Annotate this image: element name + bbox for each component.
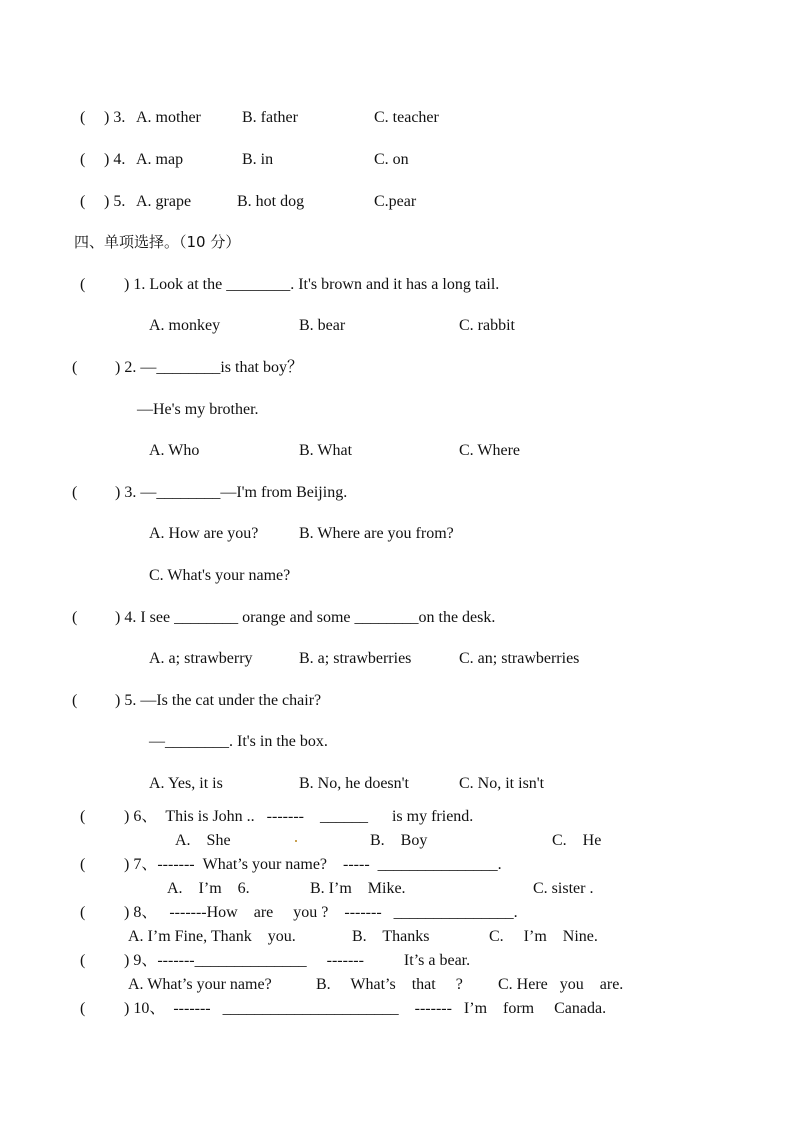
q4-6-paren: ( (80, 808, 86, 825)
q4-5-paren: ( (72, 692, 78, 709)
q3-5-option-c: C.pear (374, 193, 417, 210)
q3-3-option-b: B. father (242, 109, 298, 126)
q4-2-stem: ) 2. —________is that boy？ (115, 359, 303, 376)
q4-1-option-a: A. monkey (149, 317, 221, 334)
q4-8-paren: ( (80, 904, 86, 921)
q4-2-paren: ( (72, 359, 78, 376)
q4-8-option-b: B. Thanks (352, 928, 430, 945)
q4-8-option-a: A. I’m Fine, Thank you. (128, 928, 296, 945)
q4-3-option-a: A. How are you? (149, 525, 259, 542)
q4-7-paren: ( (80, 856, 86, 873)
q4-9-paren: ( (80, 952, 86, 969)
q3-5-paren: ( (80, 193, 86, 210)
q4-7-option-a: A. I’m 6. (167, 880, 250, 897)
q3-4-option-a: A. map (136, 151, 184, 168)
q4-9-stem: ) 9、-------______________ ------- It’s a bear. (124, 952, 471, 969)
q3-4-paren: ( (80, 151, 86, 168)
q4-3-paren: ( (72, 484, 78, 501)
q3-3-paren: ( (80, 109, 86, 126)
q4-3-option-b: B. Where are you from? (299, 525, 454, 542)
q4-4-stem: ) 4. I see ________ orange and some ________on the desk. (115, 609, 496, 626)
q4-8-option-c: C. I’m Nine. (489, 928, 598, 945)
q4-7-stem: ) 7、------- What’s your name? ----- _______________. (124, 856, 502, 873)
q4-2-answer-line: —He's my brother. (137, 401, 259, 418)
q3-3-option-a: A. mother (136, 109, 201, 126)
q4-3-option-c: C. What's your name? (149, 567, 291, 584)
q4-1-option-c: C. rabbit (459, 317, 515, 334)
q4-1-stem: ) 1. Look at the ________. It's brown and it has a long tail. (124, 276, 500, 293)
q4-2-option-a: A. Who (149, 442, 200, 459)
q3-5-option-a: A. grape (136, 193, 192, 210)
q4-5-stem: ) 5. —Is the cat under the chair? (115, 692, 322, 709)
q4-5-option-c: C. No, it isn't (459, 775, 545, 792)
q4-5-answer-line: —________. It's in the box. (149, 733, 328, 750)
q4-3-stem: ) 3. —________—I'm from Beijing. (115, 484, 348, 501)
q4-5-option-a: A. Yes, it is (149, 775, 223, 792)
q3-5-option-b: B. hot dog (237, 193, 305, 210)
q3-5-number: ) 5. (104, 193, 126, 210)
q4-9-option-a: A. What’s your name? (128, 976, 272, 993)
q3-3-number: ) 3. (104, 109, 126, 126)
q4-8-stem: ) 8、 -------How are you ? ------- _______________. (124, 904, 518, 921)
q4-7-option-b: B. I’m Mike. (310, 880, 406, 897)
stray-dot (295, 840, 297, 842)
q4-10-stem: ) 10、 ------- ______________________ ------- I’m form Canada. (124, 1000, 607, 1017)
q4-1-paren: ( (80, 276, 86, 293)
q4-9-option-b: B. What’s that ? (316, 976, 463, 993)
q3-4-option-b: B. in (242, 151, 274, 168)
q4-4-paren: ( (72, 609, 78, 626)
section4-heading: 四、单项选择。（10 分） (74, 233, 241, 251)
q4-5-option-b: B. No, he doesn't (299, 775, 409, 792)
q4-6-option-b: B. Boy (370, 832, 428, 849)
q3-4-option-c: C. on (374, 151, 409, 168)
q4-7-option-c: C. sister . (533, 880, 594, 897)
q4-1-option-b: B. bear (299, 317, 346, 334)
q4-6-option-a: A. She (175, 832, 231, 849)
q4-4-option-c: C. an; strawberries (459, 650, 580, 667)
q4-2-option-b: B. What (299, 442, 353, 459)
q3-4-number: ) 4. (104, 151, 126, 168)
q4-9-option-c: C. Here you are. (498, 976, 624, 993)
q4-2-option-c: C. Where (459, 442, 521, 459)
q4-6-stem: ) 6、 This is John .. ------- ______ is my friend. (124, 808, 474, 825)
q4-4-option-a: A. a; strawberry (149, 650, 253, 667)
q4-10-paren: ( (80, 1000, 86, 1017)
q4-4-option-b: B. a; strawberries (299, 650, 412, 667)
q3-3-option-c: C. teacher (374, 109, 439, 126)
q4-6-option-c: C. He (552, 832, 602, 849)
